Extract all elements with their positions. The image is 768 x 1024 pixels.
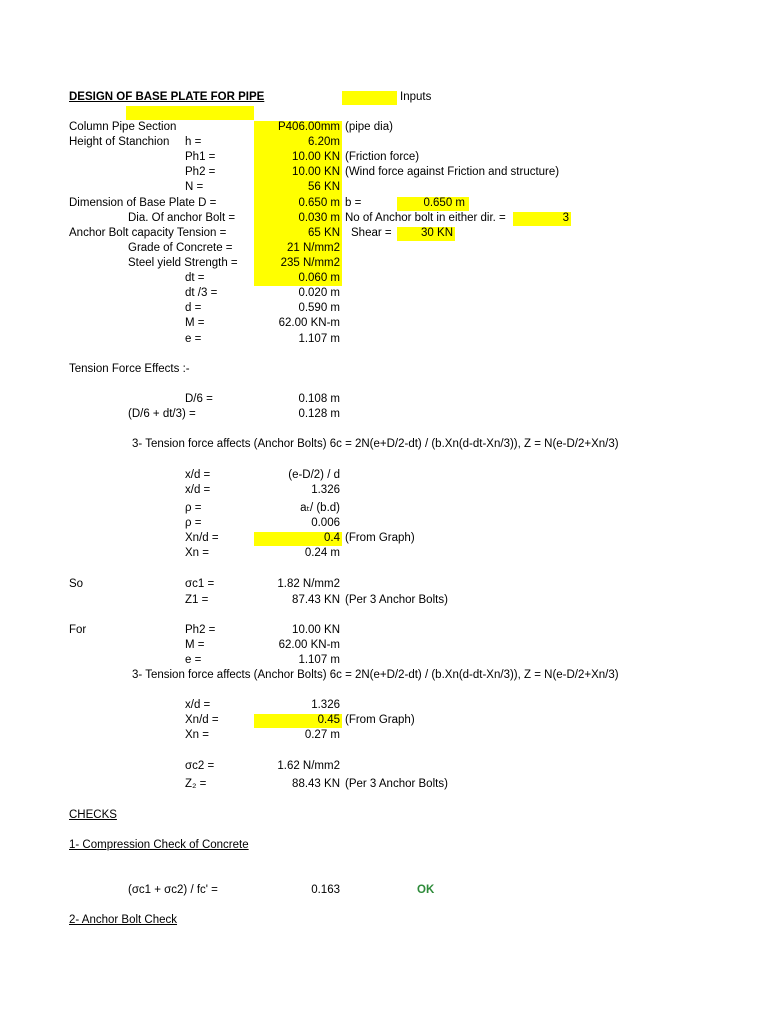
e-value: 1.107 m <box>298 333 340 345</box>
compression-check-heading: 1- Compression Check of Concrete <box>69 839 249 851</box>
bolt-tension-value[interactable]: 65 KN <box>308 227 340 239</box>
for-e-value: 1.107 m <box>298 654 340 666</box>
for-xn-symbol: Xn = <box>185 729 209 741</box>
xd-formula-symbol: x/d = <box>185 469 211 481</box>
for-ph2-symbol: Ph2 = <box>185 624 216 636</box>
m-symbol: M = <box>185 317 205 329</box>
page-title: DESIGN OF BASE PLATE FOR PIPE <box>69 91 265 103</box>
compression-ratio-label: (σc1 + σc2) / fc' = <box>128 884 218 896</box>
z2-note: (Per 3 Anchor Bolts) <box>345 778 448 790</box>
xd-value: 1.326 <box>311 484 340 496</box>
rho-value: 0.006 <box>311 517 340 529</box>
d6-value: 0.108 m <box>298 393 340 405</box>
input-legend-swatch <box>342 91 397 105</box>
n-symbol: N = <box>185 181 204 193</box>
tension-formula: 3- Tension force affects (Anchor Bolts) 6c = 2N(e+D/2-dt) / (b.Xn(d-dt-Xn/3)), Z = N(e-D/2+Xn/3) <box>132 438 619 450</box>
z2-value: 88.43 KN <box>292 778 340 790</box>
column-pipe-label: Column Pipe Section <box>69 121 177 133</box>
bolt-shear-label: Shear = <box>351 227 392 239</box>
xn-symbol: Xn = <box>185 547 209 559</box>
sc2-value: 1.62 N/mm2 <box>277 760 340 772</box>
z1-note: (Per 3 Anchor Bolts) <box>345 594 448 606</box>
for-xnd-note: (From Graph) <box>345 714 415 726</box>
rho-formula-symbol: ρ = <box>185 502 202 514</box>
rho-formula-value: aₜ/ (b.d) <box>300 502 340 514</box>
d6dt-symbol: (D/6 + dt/3) = <box>128 408 196 420</box>
d6-symbol: D/6 = <box>185 393 213 405</box>
xn-value: 0.24 m <box>304 547 340 559</box>
sc2-symbol: σc2 = <box>185 760 215 772</box>
xnd-value[interactable]: 0.4 <box>324 532 340 544</box>
anchor-bolt-check-heading: 2- Anchor Bolt Check <box>69 914 178 926</box>
checks-heading: CHECKS <box>69 809 117 821</box>
xnd-symbol: Xn/d = <box>185 532 219 544</box>
for-xn-value: 0.27 m <box>304 729 340 741</box>
plate-d-value[interactable]: 0.650 m <box>298 197 340 209</box>
d-value: 0.590 m <box>298 302 340 314</box>
compression-status-badge: OK <box>417 884 435 896</box>
steel-value[interactable]: 235 N/mm2 <box>280 257 340 269</box>
d-symbol: d = <box>185 302 202 314</box>
so-label: So <box>69 578 84 590</box>
bolt-shear-value[interactable]: 30 KN <box>421 227 453 239</box>
input-cell-empty[interactable] <box>126 106 254 120</box>
dt3-symbol: dt /3 = <box>185 287 218 299</box>
ph1-value[interactable]: 10.00 KN <box>292 151 340 163</box>
plate-label: Dimension of Base Plate D = <box>69 197 217 209</box>
dt-value[interactable]: 0.060 m <box>298 272 340 284</box>
input-legend-label: Inputs <box>400 91 432 103</box>
concrete-value[interactable]: 21 N/mm2 <box>286 242 340 254</box>
for-formula: 3- Tension force affects (Anchor Bolts) 6c = 2N(e+D/2-dt) / (b.Xn(d-dt-Xn/3)), Z = N(e-D/2+Xn/3) <box>132 669 619 681</box>
height-symbol: h = <box>185 136 202 148</box>
bolt-count-value[interactable]: 3 <box>562 212 569 224</box>
steel-label: Steel yield Strength = <box>128 257 238 269</box>
for-label: For <box>69 624 87 636</box>
n-value[interactable]: 56 KN <box>308 181 340 193</box>
sc1-value: 1.82 N/mm2 <box>277 578 340 590</box>
z1-symbol: Z1 = <box>185 594 209 606</box>
height-label: Height of Stanchion <box>69 136 170 148</box>
height-value[interactable]: 6.20m <box>308 136 340 148</box>
xnd-note: (From Graph) <box>345 532 415 544</box>
for-m-symbol: M = <box>185 639 205 651</box>
for-ph2-value: 10.00 KN <box>292 624 340 636</box>
ph2-value[interactable]: 10.00 KN <box>292 166 340 178</box>
ph2-symbol: Ph2 = <box>185 166 216 178</box>
column-pipe-value[interactable]: P406.00mm <box>277 121 340 133</box>
tension-heading: Tension Force Effects :- <box>69 363 190 375</box>
ph2-note: (Wind force against Friction and structure) <box>345 166 560 178</box>
for-xd-symbol: x/d = <box>185 699 211 711</box>
xd-symbol: x/d = <box>185 484 211 496</box>
dt3-value: 0.020 m <box>298 287 340 299</box>
plate-b-value[interactable]: 0.650 m <box>423 197 465 209</box>
bolt-capacity-label: Anchor Bolt capacity Tension = <box>69 227 227 239</box>
bolt-dia-value[interactable]: 0.030 m <box>298 212 340 224</box>
for-xnd-symbol: Xn/d = <box>185 714 219 726</box>
rho-symbol: ρ = <box>185 517 202 529</box>
z1-value: 87.43 KN <box>292 594 340 606</box>
for-xnd-value[interactable]: 0.45 <box>317 714 340 726</box>
m-value: 62.00 KN-m <box>278 317 340 329</box>
z2-symbol: Z₂ = <box>185 778 207 790</box>
bolt-count-label: No of Anchor bolt in either dir. = <box>345 212 506 224</box>
d6dt-value: 0.128 m <box>298 408 340 420</box>
sc1-symbol: σc1 = <box>185 578 215 590</box>
for-m-value: 62.00 KN-m <box>278 639 340 651</box>
e-symbol: e = <box>185 333 202 345</box>
bolt-dia-label: Dia. Of anchor Bolt = <box>128 212 236 224</box>
for-e-symbol: e = <box>185 654 202 666</box>
plate-b-label: b = <box>345 197 362 209</box>
dt-symbol: dt = <box>185 272 205 284</box>
column-pipe-note: (pipe dia) <box>345 121 393 133</box>
xd-formula-value: (e-D/2) / d <box>288 469 340 481</box>
ph1-note: (Friction force) <box>345 151 420 163</box>
for-xd-value: 1.326 <box>311 699 340 711</box>
ph1-symbol: Ph1 = <box>185 151 216 163</box>
compression-ratio-value: 0.163 <box>311 884 340 896</box>
concrete-label: Grade of Concrete = <box>128 242 233 254</box>
